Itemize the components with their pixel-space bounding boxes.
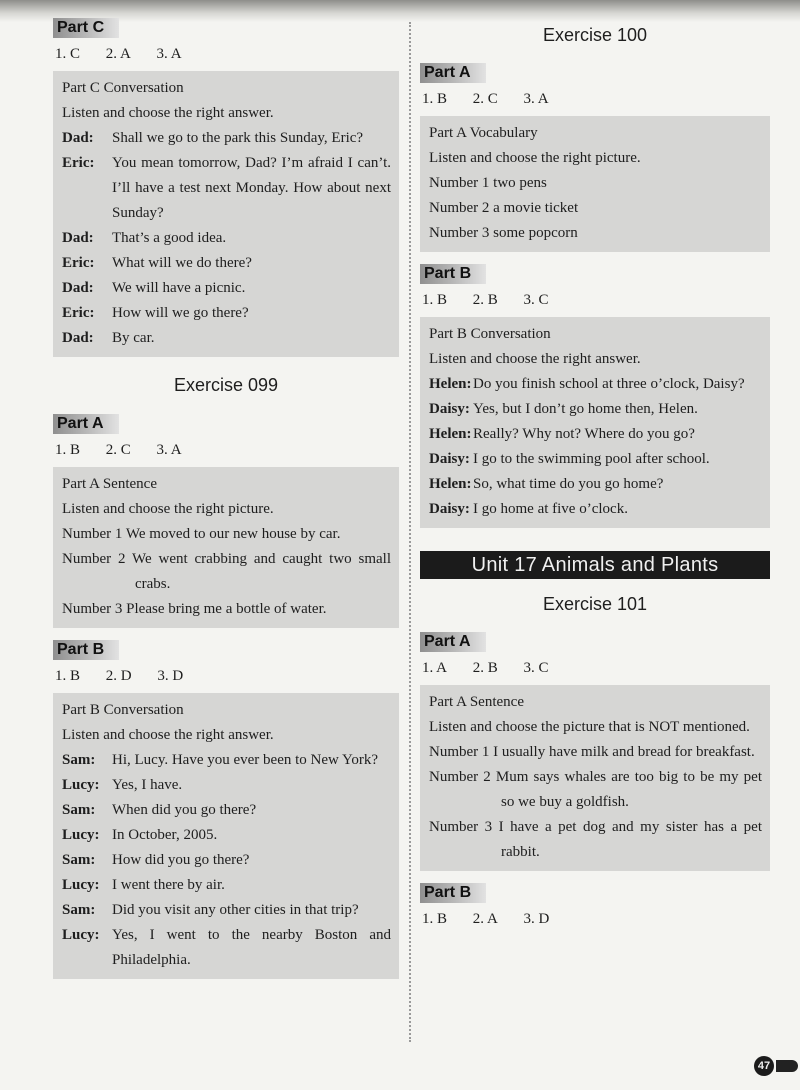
- part-a-transcript: [420, 685, 770, 871]
- right-column: [420, 18, 770, 932]
- speaker: Daisy:: [429, 501, 470, 517]
- speaker: Lucy:: [62, 877, 100, 893]
- answer: 2. D: [105, 668, 132, 684]
- speaker: Eric:: [62, 155, 95, 171]
- transcript-instruction: Listen and choose the right picture.: [429, 150, 641, 166]
- transcript-line: Number 1 two pens: [429, 175, 547, 191]
- part-b-label: Part B: [53, 640, 119, 660]
- part-c-answers: [53, 42, 399, 67]
- unit-banner: Unit 17 Animals and Plants: [420, 551, 770, 579]
- transcript-line: Number 3 Please bring me a bottle of water.: [62, 601, 327, 617]
- answer: 3. D: [523, 911, 550, 927]
- part-b-transcript: [53, 693, 399, 979]
- transcript-instruction: Listen and choose the right picture.: [62, 501, 274, 517]
- part-b-transcript: [420, 317, 770, 528]
- exercise-101-title: Exercise 101: [542, 594, 648, 614]
- utterance: Hi, Lucy. Have you ever been to New York?: [112, 752, 379, 768]
- transcript-heading: Part A Sentence: [62, 476, 157, 492]
- part-a-label: Part A: [420, 63, 486, 83]
- part-b-answers: [420, 907, 770, 932]
- dialog-line: [62, 151, 391, 226]
- dialog-line: [62, 798, 391, 823]
- transcript-heading: Part C Conversation: [62, 80, 184, 96]
- page-number-tab: [776, 1060, 798, 1072]
- utterance: Shall we go to the park this Sunday, Eric?: [112, 130, 364, 146]
- utterance: That’s a good idea.: [112, 230, 227, 246]
- part-c-transcript: [53, 71, 399, 357]
- answer: 3. D: [157, 668, 184, 684]
- utterance: Yes, but I don’t go home then, Helen.: [473, 401, 698, 417]
- answer: 1. B: [55, 668, 81, 684]
- utterance: How will we go there?: [112, 305, 249, 321]
- answer: 2. A: [105, 46, 131, 62]
- part-b-answers: [53, 664, 399, 689]
- transcript-instruction: Listen and choose the right answer.: [62, 727, 274, 743]
- answer: 2. B: [472, 292, 498, 308]
- column-divider: [409, 22, 411, 1042]
- answer: 2. C: [472, 91, 498, 107]
- speaker: Daisy:: [429, 401, 470, 417]
- utterance: In October, 2005.: [112, 827, 218, 843]
- transcript-instruction: Listen and choose the right answer.: [429, 351, 641, 367]
- speaker: Eric:: [62, 305, 95, 321]
- answer: 3. A: [523, 91, 549, 107]
- speaker: Daisy:: [429, 451, 470, 467]
- answer: 3. C: [523, 660, 549, 676]
- part-a-answers: [420, 87, 770, 112]
- transcript-heading: Part B Conversation: [62, 702, 184, 718]
- answer: 1. B: [422, 91, 448, 107]
- transcript-line: Number 3 I have a pet dog and my sister has a pet rabbit.: [429, 819, 762, 860]
- speaker: Helen:: [429, 376, 472, 392]
- transcript-instruction: Listen and choose the right answer.: [62, 105, 274, 121]
- dialog-line: [62, 823, 391, 848]
- transcript-line: Number 1 I usually have milk and bread for breakfast.: [429, 744, 755, 760]
- dialog-line: [62, 326, 391, 351]
- dialog-line: [429, 422, 762, 447]
- answer: 2. A: [472, 911, 498, 927]
- answer: 1. A: [422, 660, 448, 676]
- transcript-line: Number 3 some popcorn: [429, 225, 578, 241]
- speaker: Lucy:: [62, 927, 100, 943]
- left-column: [53, 18, 399, 979]
- answer: 1. B: [422, 292, 448, 308]
- utterance: I go home at five o’clock.: [473, 501, 628, 517]
- utterance: I went there by air.: [112, 877, 225, 893]
- utterance: Do you finish school at three o’clock, Daisy?: [473, 376, 745, 392]
- dialog-line: [62, 126, 391, 151]
- dialog-line: [429, 372, 762, 397]
- utterance: You mean tomorrow, Dad? I’m afraid I can’t. I’ll have a test next Monday. How about next Sunday?: [112, 155, 391, 221]
- utterance: Yes, I went to the nearby Boston and Philadelphia.: [112, 927, 391, 968]
- dialog-line: [429, 447, 762, 472]
- part-a-transcript: [420, 116, 770, 252]
- part-a-label: Part A: [53, 414, 119, 434]
- dialog-line: [429, 472, 762, 497]
- speaker: Lucy:: [62, 777, 100, 793]
- answer: 2. B: [472, 660, 498, 676]
- dialog-line: [62, 773, 391, 798]
- utterance: What will we do there?: [112, 255, 252, 271]
- speaker: Helen:: [429, 476, 472, 492]
- dialog-line: [62, 276, 391, 301]
- part-b-label: Part B: [420, 264, 486, 284]
- answer: 2. C: [105, 442, 131, 458]
- utterance: By car.: [112, 330, 155, 346]
- part-b-answers: [420, 288, 770, 313]
- part-a-answers: [420, 656, 770, 681]
- answer: 3. C: [523, 292, 549, 308]
- speaker: Eric:: [62, 255, 95, 271]
- speaker: Helen:: [429, 426, 472, 442]
- answer: 1. C: [55, 46, 81, 62]
- answer: 1. B: [55, 442, 81, 458]
- speaker: Dad:: [62, 130, 94, 146]
- speaker: Sam:: [62, 752, 96, 768]
- part-a-transcript: [53, 467, 399, 628]
- transcript-line: Number 2 a movie ticket: [429, 200, 579, 216]
- utterance: Did you visit any other cities in that trip?: [112, 902, 359, 918]
- transcript-line: Number 2 We went crabbing and caught two small crabs.: [62, 551, 391, 592]
- dialog-line: [62, 848, 391, 873]
- part-c-label: Part C: [53, 18, 119, 38]
- speaker: Lucy:: [62, 827, 100, 843]
- dialog-line: [62, 898, 391, 923]
- transcript-heading: Part A Sentence: [429, 694, 524, 710]
- transcript-line: Number 2 Mum says whales are too big to be my pet so we buy a goldfish.: [429, 769, 762, 810]
- utterance: When did you go there?: [112, 802, 257, 818]
- dialog-line: [62, 748, 391, 773]
- dialog-line: [62, 251, 391, 276]
- dialog-line: [429, 397, 762, 422]
- speaker: Sam:: [62, 852, 96, 868]
- page-number: 47: [754, 1056, 774, 1076]
- utterance: Really? Why not? Where do you go?: [473, 426, 695, 442]
- transcript-line: Number 1 We moved to our new house by car.: [62, 526, 341, 542]
- utterance: So, what time do you go home?: [473, 476, 664, 492]
- speaker: Sam:: [62, 802, 96, 818]
- dialog-line: [62, 301, 391, 326]
- transcript-heading: Part A Vocabulary: [429, 125, 538, 141]
- transcript-heading: Part B Conversation: [429, 326, 551, 342]
- part-a-answers: [53, 438, 399, 463]
- dialog-line: [62, 873, 391, 898]
- speaker: Dad:: [62, 230, 94, 246]
- answer: 3. A: [156, 46, 182, 62]
- part-a-label: Part A: [420, 632, 486, 652]
- dialog-line: [62, 226, 391, 251]
- dialog-line: [429, 497, 762, 522]
- answer: 1. B: [422, 911, 448, 927]
- utterance: Yes, I have.: [112, 777, 183, 793]
- answer: 3. A: [156, 442, 182, 458]
- speaker: Dad:: [62, 280, 94, 296]
- exercise-100-title: Exercise 100: [542, 25, 648, 45]
- utterance: We will have a picnic.: [112, 280, 246, 296]
- speaker: Dad:: [62, 330, 94, 346]
- dialog-line: [62, 923, 391, 973]
- utterance: I go to the swimming pool after school.: [473, 451, 710, 467]
- exercise-099-title: Exercise 099: [173, 375, 279, 395]
- utterance: How did you go there?: [112, 852, 250, 868]
- speaker: Sam:: [62, 902, 96, 918]
- transcript-instruction: Listen and choose the picture that is NOT mentioned.: [429, 719, 750, 735]
- part-b-label: Part B: [420, 883, 486, 903]
